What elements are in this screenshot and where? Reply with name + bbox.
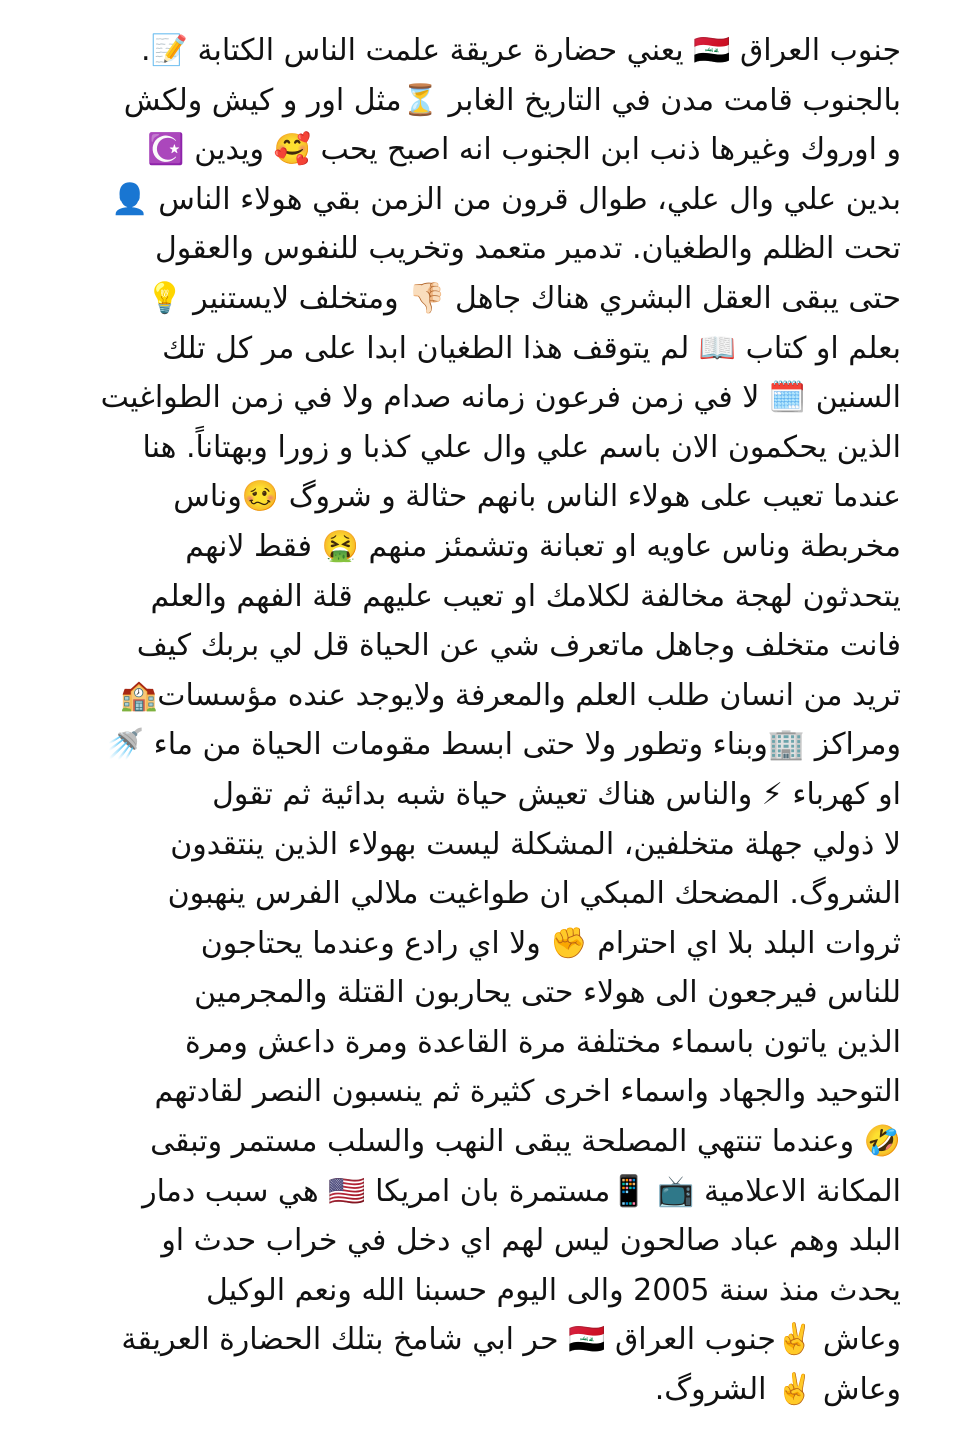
text-line: او كهرباء ⚡ والناس هناك تعيش حياة شبه بدائية ثم تقول <box>212 776 901 812</box>
text-line: حتى يبقى العقل البشري هناك جاهل 👎🏻 ومتخلف لايستنير 💡 <box>146 280 901 316</box>
text-line: بالجنوب قامت مدن في التاريخ الغابر ⏳مثل اور و كيش ولكش <box>123 82 901 118</box>
text-line: البلد وهم عباد صالحون ليس لهم اي دخل في خراب حدث او <box>161 1223 901 1259</box>
text-line: عندما تعيب على هولاء الناس بانهم حثالة و شروگ 🥴وناس <box>173 479 901 515</box>
text-line: وعاش ✌️جنوب العراق 🇮🇶 حر ابي شامخ بتلك الحضارة العريقة <box>121 1322 901 1358</box>
text-line: وعاش ✌️ الشروگ. <box>654 1372 901 1408</box>
text-line: ثروات البلد بلا اي احترام ✊ ولا اي رادع وعندما يحتاجون <box>200 925 901 961</box>
text-line: التوحيد والجهاد واسماء اخرى كثيرة ثم ينسبون النصر لقادتهم <box>154 1074 901 1110</box>
text-line: يحدث منذ سنة 2005 والى اليوم حسبنا الله ونعم الوكيل <box>206 1272 901 1308</box>
text-line: الذين يحكمون الان باسم علي وال علي كذبا و زورا وبهتاناً. هنا <box>142 429 901 465</box>
text-line: السنين 🗓️ لا في زمن فرعون زمانه صدام ولا في زمن الطواغيت <box>100 380 901 416</box>
text-line: تحت الظلم والطغيان. تدمير متعمد وتخريب للنفوس والعقول <box>154 231 901 267</box>
text-line: الشروگ. المضحك المبكي ان طواغيت ملالي الفرس ينهبون <box>167 876 901 912</box>
text-line: تريد من انسان طلب العلم والمعرفة ولايوجد عنده مؤسسات🏫 <box>119 677 901 713</box>
text-line: 🤣 وعندما تنتهي المصلحة يبقى النهب والسلب مستمر وتبقى <box>150 1124 901 1160</box>
text-line: لا ذولي جهلة متخلفين، المشكلة ليست بهولاء الذين ينتقدون <box>170 826 901 862</box>
text-line: جنوب العراق 🇮🇶 يعني حضارة عريقة علمت الناس الكتابة 📝. <box>141 33 901 68</box>
text-line: و اوروك وغيرها ذنب ابن الجنوب انه اصبح يحب 🥰 ويدين ☪️ <box>147 132 901 168</box>
text-line: يتحدثون لهجة مخالفة لكلامك او تعيب عليهم قلة الفهم والعلم <box>150 578 901 614</box>
text-line: فانت متخلف وجاهل ماتعرف شي عن الحياة قل لي بربك كيف <box>136 628 901 664</box>
post-text <box>60 26 901 1415</box>
text-line: بعلم او كتاب 📖 لم يتوقف هذا الطغيان ابدا على مر كل تلك <box>162 330 901 366</box>
text-line: ومراكز 🏢وبناء وتطور ولا حتى ابسط مقومات الحياة من ماء 🚿 <box>106 727 901 763</box>
text-line: للناس فيرجعون الى هولاء حتى يحاربون القتلة والمجرمين <box>194 975 901 1011</box>
text-line: بدين علي وال علي، طوال قرون من الزمن بقي هولاء الناس 👤 <box>111 181 901 217</box>
text-line: مخربطة وناس عاويه او تعبانة وتشمئز منهم 🤮 فقط لانهم <box>185 528 901 564</box>
text-line: الذين ياتون باسماء مختلفة مرة القاعدة ومرة داعش ومرة <box>185 1024 901 1060</box>
text-line: المكانة الاعلامية 📺 📱مستمرة بان امريكا 🇺🇸 هي سبب دمار <box>142 1173 901 1209</box>
